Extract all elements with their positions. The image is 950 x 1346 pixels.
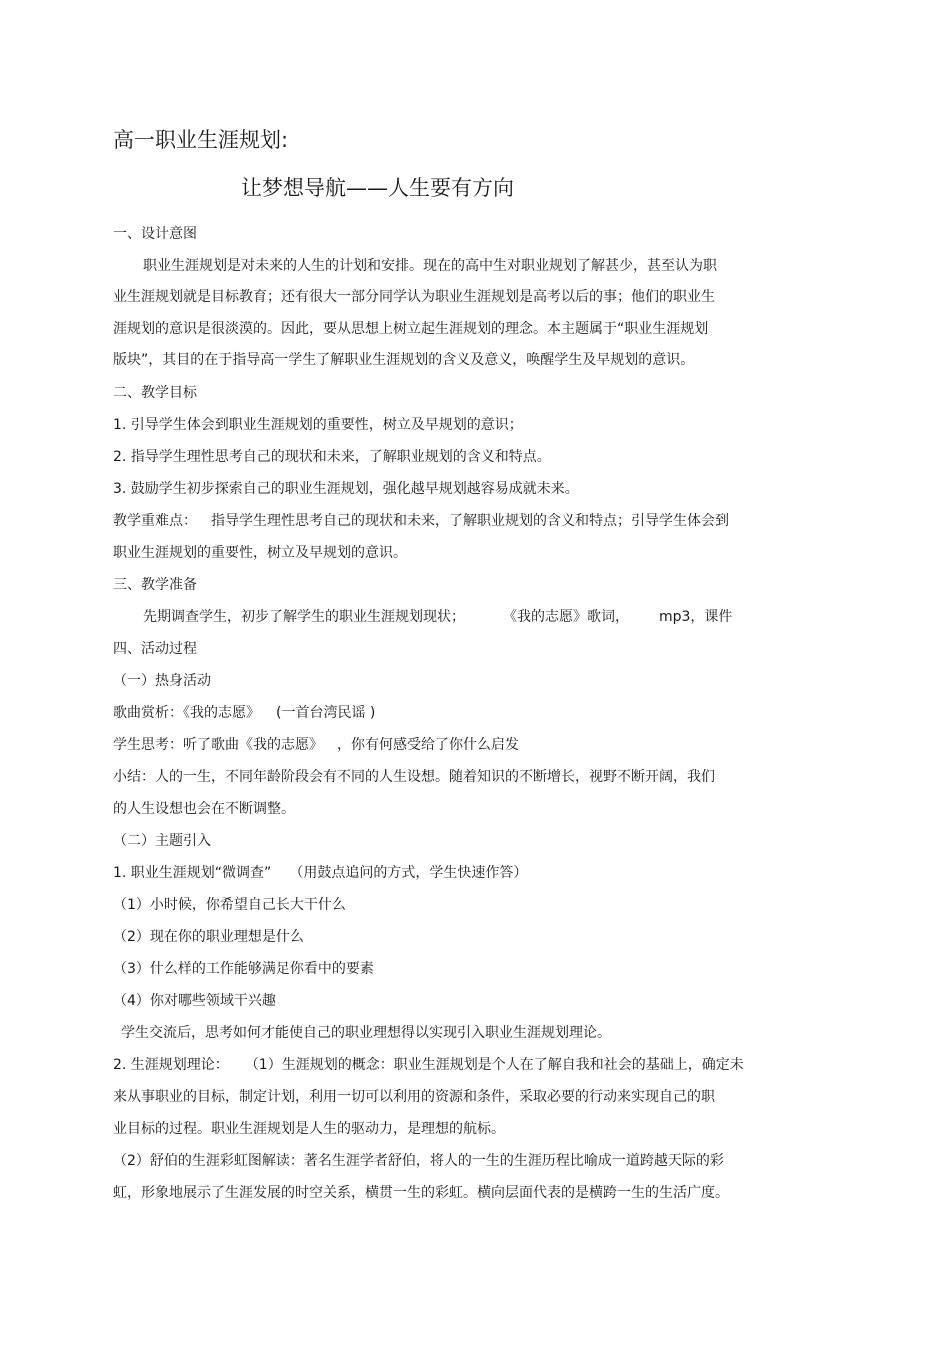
theory-line: 来从事职业的目标，制定计划，利用一切可以利用的资源和条件，采取必要的行动来实现自己的职 [113,1089,715,1105]
summary-line: 小结：人的一生，不同年龄阶段会有不同的人生设想。随着知识的不断增长，视野不断开阔，我们 [113,769,715,785]
preparation-line [143,607,732,627]
key-points-text: 指导学生理性思考自己的现状和未来，了解职业规划的含义和特点；引导学生体会到 [211,513,729,529]
survey-title: 1. 职业生涯规划“微调查” [113,865,272,881]
survey-question: （3）什么样的工作能够满足你看中的要素 [113,961,374,977]
section-heading-preparation: 三、教学准备 [113,577,197,593]
subsection-heading: （一）热身活动 [113,673,211,689]
student-think-line [113,735,519,755]
rainbow-line: （2）舒伯的生涯彩虹图解读：著名生涯学者舒伯，将人的一生的生涯历程比喻成一道跨越天际的彩 [113,1153,724,1169]
goal-item: 2. 指导学生理性思考自己的现状和未来，了解职业规划的含义和特点。 [113,449,551,465]
section-heading-goals: 二、教学目标 [113,385,197,401]
key-points-line [113,511,729,531]
student-think-prompt: 学生思考：听了歌曲《我的志愿》 [113,737,323,753]
preparation-media: mp3，课件 [659,609,733,625]
survey-line [113,863,527,883]
theory-line: 业目标的过程。职业生涯规划是人生的驱动力，是理想的航标。 [113,1121,505,1137]
summary-line: 的人生设想也会在不断调整。 [113,801,295,817]
paragraph-line: 版块”，其目的在于指导高一学生了解职业生涯规划的含义及意义，唤醒学生及早规划的意识。 [113,352,695,368]
subsection-heading: （二）主题引入 [113,833,211,849]
exchange-line: 学生交流后，思考如何才能使自己的职业理想得以实现引入职业生涯规划理论。 [121,1025,611,1041]
goal-item: 1. 引导学生体会到职业生涯规划的重要性，树立及早规划的意识； [113,417,523,433]
song-appreciation: 歌曲赏析：《我的志愿》 [113,705,260,721]
section-heading-design: 一、设计意图 [113,226,197,242]
survey-method: （用鼓点追问的方式，学生快速作答） [289,865,528,881]
theory-concept: （1）生涯规划的概念：职业生涯规划是个人在了解自我和社会的基础上，确定未 [244,1057,744,1073]
paragraph-line: 职业生涯规划是对未来的人生的计划和安排。现在的高中生对职业规划了解甚少，甚至认为职 [143,258,717,274]
key-points-line: 职业生涯规划的重要性，树立及早规划的意识。 [113,545,407,561]
document-subtitle: 让梦想导航——人生要有方向 [241,176,514,200]
paragraph-line: 涯规划的意识是很淡漠的。因此，要从思想上树立起生涯规划的理念。本主题属于“职业生涯规划 [113,321,709,337]
section-heading-process: 四、活动过程 [113,641,197,657]
survey-question: （1）小时候，你希望自己长大干什么 [113,897,346,913]
preparation-survey: 先期调查学生，初步了解学生的职业生涯规划现状； [143,609,465,625]
theory-label: 2. 生涯规划理论： [113,1057,229,1073]
survey-question: （4）你对哪些领域干兴趣 [113,993,276,1009]
survey-question: （2）现在你的职业理想是什么 [113,929,304,945]
song-origin: (一首台湾民谣 ) [276,705,376,721]
song-line [113,703,375,723]
preparation-lyrics: 《我的志愿》歌词， [503,609,629,625]
document-title: 高一职业生涯规划: [113,128,289,152]
key-points-label: 教学重难点： [113,513,197,529]
rainbow-line: 虹，形象地展示了生涯发展的时空关系，横贯一生的彩虹。横向层面代表的是横跨一生的生活广度。 [113,1185,729,1201]
goal-item: 3. 鼓励学生初步探索自己的职业生涯规划，强化越早规划越容易成就未来。 [113,481,579,497]
paragraph-line: 业生涯规划就是目标教育；还有很大一部分同学认为职业生涯规划是高考以后的事；他们的职业生 [113,289,715,305]
theory-line [113,1055,744,1075]
student-think-question: ，你有何感受给了你什么启发 [337,737,519,753]
